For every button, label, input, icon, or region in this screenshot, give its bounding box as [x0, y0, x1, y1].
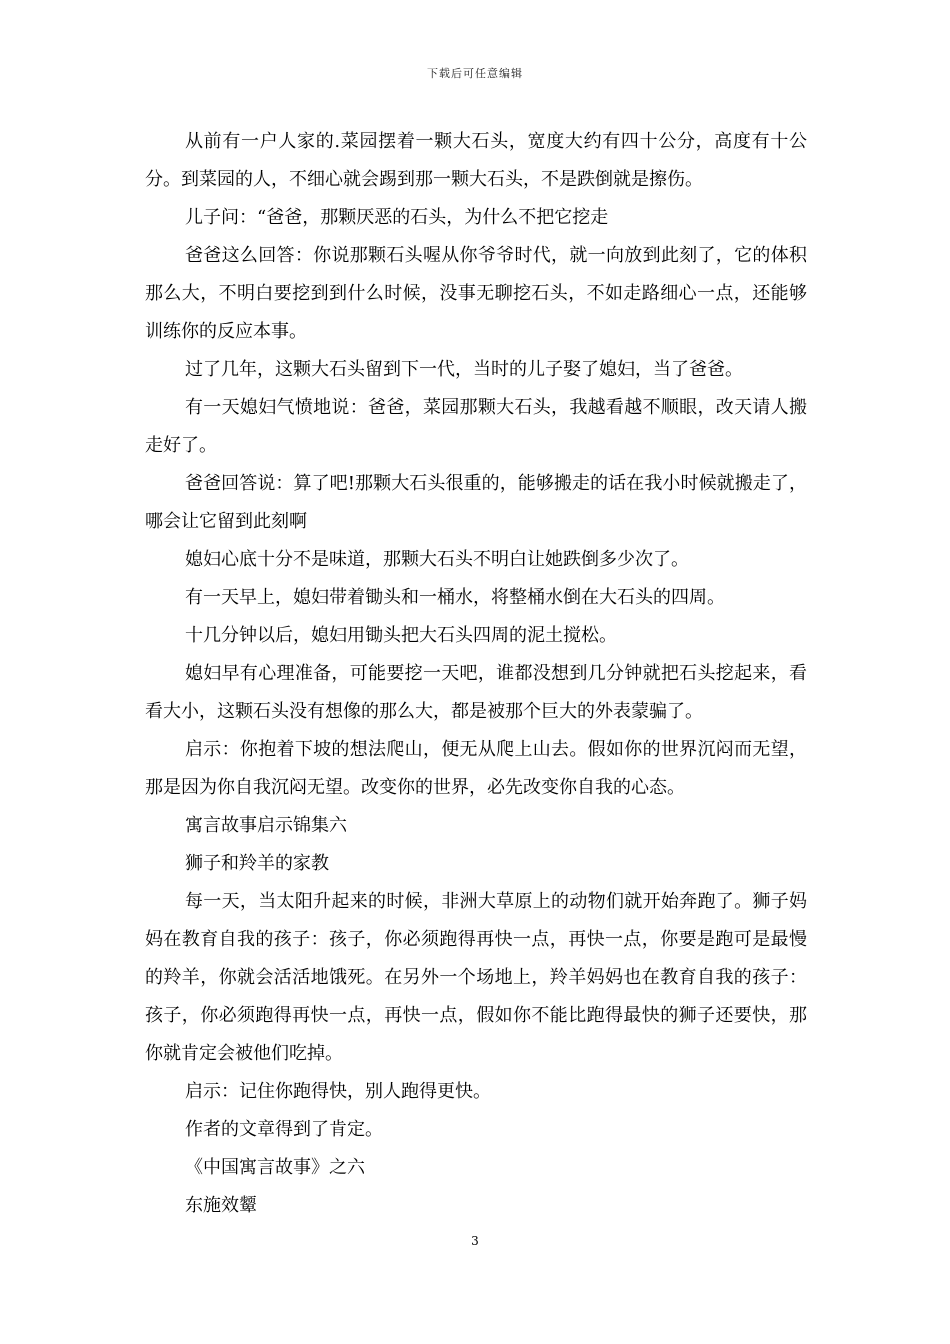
paragraph: 每一天，当太阳升起来的时候，非洲大草原上的动物们就开始奔跑了。狮子妈妈在教育自我的孩子：孩子，你必须跑得再快一点，再快一点，你要是跑可是最慢的羚羊，你就会活活地饿死。在另外一个场地上，羚羊妈妈也在教育自我的孩子：孩子，你必须跑得再快一点，再快一点，假如你不能比跑得最快的狮子还要快，那你就肯定会被他们吃掉。	[145, 891, 807, 1064]
paragraph: 十几分钟以后，媳妇用锄头把大石头四周的泥土搅松。	[185, 625, 617, 646]
paragraph: 从前有一户人家的.菜园摆着一颗大石头，宽度大约有四十公分，高度有十公分。到菜园的人，不细心就会踢到那一颗大石头，不是跌倒就是擦伤。	[145, 131, 807, 190]
document-body	[145, 123, 807, 1225]
paragraph: 启示：你抱着下坡的想法爬山，便无从爬上山去。假如你的世界沉闷而无望，那是因为你自我沉闷无望。改变你的世界，必先改变你自我的心态。	[145, 739, 807, 798]
story-title: 狮子和羚羊的家教	[185, 853, 329, 874]
section-heading: 寓言故事启示锦集六	[185, 815, 347, 836]
story-title: 东施效颦	[185, 1195, 257, 1216]
paragraph: 媳妇早有心理准备，可能要挖一天吧，谁都没想到几分钟就把石头挖起来，看看大小，这颗石头没有想像的那么大，都是被那个巨大的外表蒙骗了。	[145, 663, 807, 722]
page-number: 3	[471, 1234, 479, 1248]
paragraph: 儿子问：“爸爸，那颗厌恶的石头，为什么不把它挖走	[185, 207, 609, 228]
paragraph: 媳妇心底十分不是味道，那颗大石头不明白让她跌倒多少次了。	[185, 549, 689, 570]
paragraph: 爸爸回答说：算了吧!那颗大石头很重的，能够搬走的话在我小时候就搬走了，哪会让它留到此刻啊	[145, 473, 807, 532]
paragraph: 启示：记住你跑得快，别人跑得更快。	[185, 1081, 491, 1102]
page-header: 下载后可任意编辑	[427, 67, 523, 80]
paragraph: 有一天早上，媳妇带着锄头和一桶水，将整桶水倒在大石头的四周。	[185, 587, 725, 608]
paragraph: 作者的文章得到了肯定。	[185, 1119, 383, 1140]
paragraph: 有一天媳妇气愤地说：爸爸，菜园那颗大石头，我越看越不顺眼，改天请人搬走好了。	[145, 397, 807, 456]
paragraph: 爸爸这么回答：你说那颗石头喔从你爷爷时代，就一向放到此刻了，它的体积那么大，不明白要挖到到什么时候，没事无聊挖石头，不如走路细心一点，还能够训练你的反应本事。	[145, 245, 807, 342]
paragraph: 过了几年，这颗大石头留到下一代，当时的儿子娶了媳妇，当了爸爸。	[185, 359, 743, 380]
section-heading: 《中国寓言故事》之六	[185, 1157, 365, 1178]
